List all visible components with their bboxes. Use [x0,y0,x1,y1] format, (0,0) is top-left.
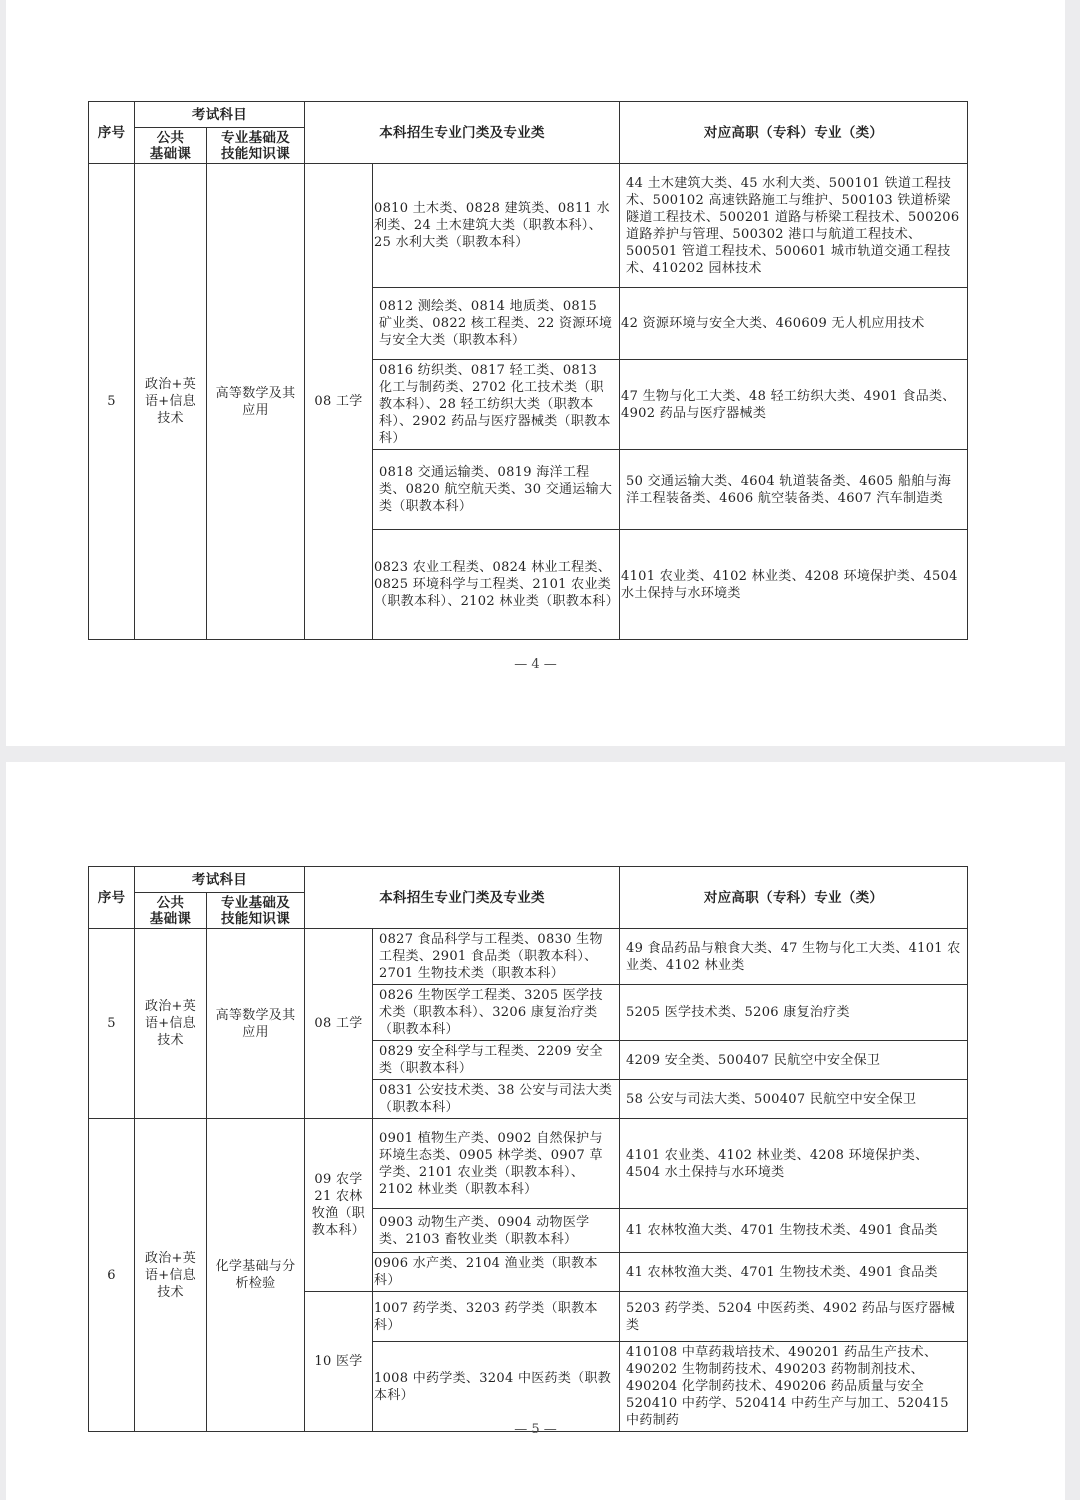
header-exam-subjects: 考试科目 [135,102,305,128]
vocational-cell: 4209 安全类、500407 民航空中安全保卫 [620,1041,968,1080]
vocational-cell: 58 公安与司法大类、500407 民航空中安全保卫 [620,1080,968,1119]
header-public-course: 公共 基础课 [135,128,207,164]
document-page-5 [6,762,1065,1500]
vocational-cell: 44 土木建筑大类、45 水利大类、500101 铁道工程技术、500102 高速铁路施工与维护、500103 铁道桥梁隧道工程技术、500201 道路与桥梁工程技术、500206 道路养护与管理、500302 港口与航道工程技术、500501 管道工程技术、500601 城市轨道交通工程技术、410202 园林技术 [620,164,968,288]
undergrad-cell: 0901 植物生产类、0902 自然保护与环境生态类、0905 林学类、0907 草学类、2101 农业类（职教本科）、2102 林业类（职教本科） [373,1119,620,1209]
vocational-cell: 5203 药学类、5204 中医药类、4902 药品与医疗器械类 [620,1292,968,1342]
undergrad-cell: 0829 安全科学与工程类、2209 安全类（职教本科） [373,1041,620,1080]
category-cell-agri: 09 农学 21 农林牧渔（职教本科） [305,1119,373,1292]
header-seq: 序号 [89,867,135,929]
category-cell: 08 工学 [305,164,373,640]
public-course-cell: 政治+英语+信息技术 [135,164,207,640]
header-professional-course: 专业基础及 技能知识课 [207,893,305,929]
seq-cell: 5 [89,164,135,640]
vocational-cell: 49 食品药品与粮食大类、47 生物与化工大类、4101 农业类、4102 林业类 [620,929,968,985]
undergrad-cell: 0826 生物医学工程类、3205 医学技术类（职教本科）、3206 康复治疗类（职教本科） [373,985,620,1041]
undergrad-cell: 0831 公安技术类、38 公安与司法大类（职教本科） [373,1080,620,1119]
public-course-cell: 政治+英语+信息技术 [135,1119,207,1432]
admission-table-page4 [88,101,968,640]
document-page-4 [6,0,1065,746]
seq-cell: 6 [89,1119,135,1432]
vocational-cell: 4101 农业类、4102 林业类、4208 环境保护类、4504 水土保持与水环境类 [620,1119,968,1209]
undergrad-cell: 0818 交通运输类、0819 海洋工程类、0820 航空航天类、30 交通运输大类（职教本科） [373,450,620,530]
vocational-cell: 5205 医学技术类、5206 康复治疗类 [620,985,968,1041]
page-number: — 5 — [514,1422,557,1437]
undergrad-cell: 0827 食品科学与工程类、0830 生物工程类、2901 食品类（职教本科）、2701 生物技术类（职教本科） [373,929,620,985]
header-undergrad: 本科招生专业门类及专业类 [305,102,620,164]
undergrad-cell: 1007 药学类、3203 药学类（职教本科） [373,1292,620,1342]
page-number: — 4 — [514,657,557,672]
vocational-cell: 42 资源环境与安全大类、460609 无人机应用技术 [620,288,968,360]
header-professional-course: 专业基础及 技能知识课 [207,128,305,164]
undergrad-cell: 0810 土木类、0828 建筑类、0811 水利类、24 土木建筑大类（职教本科）、25 水利大类（职教本科） [373,164,620,288]
category-cell-med: 10 医学 [305,1292,373,1432]
header-undergrad: 本科招生专业门类及专业类 [305,867,620,929]
vocational-cell: 47 生物与化工大类、48 轻工纺织大类、4901 食品类、4902 药品与医疗器械类 [620,360,968,450]
header-vocational: 对应高职（专科）专业（类） [620,102,968,164]
vocational-cell: 410108 中草药栽培技术、490201 药品生产技术、490202 生物制药技术、490203 药物制剂技术、490204 化学制药技术、490206 药品质量与安全 520410 中药学、520414 中药生产与加工、520415 中药制药 [620,1342,968,1432]
undergrad-cell: 0823 农业工程类、0824 林业工程类、0825 环境科学与工程类、2101 农业类（职教本科）、2102 林业类（职教本科） [373,530,620,640]
professional-course-cell: 高等数学及其应用 [207,164,305,640]
header-seq: 序号 [89,102,135,164]
professional-course-cell: 化学基础与分析检验 [207,1119,305,1432]
seq-cell: 5 [89,929,135,1119]
public-course-cell: 政治+英语+信息技术 [135,929,207,1119]
vocational-cell: 4101 农业类、4102 林业类、4208 环境保护类、4504 水土保持与水环境类 [620,530,968,640]
vocational-cell: 50 交通运输大类、4604 轨道装备类、4605 船舶与海洋工程装备类、4606 航空装备类、4607 汽车制造类 [620,450,968,530]
undergrad-cell: 0816 纺织类、0817 轻工类、0813 化工与制药类、2702 化工技术类（职教本科）、28 轻工纺织大类（职教本科）、2902 药品与医疗器械类（职教本科） [373,360,620,450]
undergrad-cell: 0903 动物生产类、0904 动物医学类、2103 畜牧业类（职教本科） [373,1209,620,1253]
admission-table-page5 [88,866,968,1432]
category-cell: 08 工学 [305,929,373,1119]
header-public-course: 公共 基础课 [135,893,207,929]
vocational-cell: 41 农林牧渔大类、4701 生物技术类、4901 食品类 [620,1253,968,1292]
vocational-cell: 41 农林牧渔大类、4701 生物技术类、4901 食品类 [620,1209,968,1253]
undergrad-cell: 0906 水产类、2104 渔业类（职教本科） [373,1253,620,1292]
undergrad-cell: 0812 测绘类、0814 地质类、0815 矿业类、0822 核工程类、22 资源环境与安全大类（职教本科） [373,288,620,360]
undergrad-cell: 1008 中药学类、3204 中医药类（职教本科） [373,1342,620,1432]
professional-course-cell: 高等数学及其应用 [207,929,305,1119]
header-exam-subjects: 考试科目 [135,867,305,893]
header-vocational: 对应高职（专科）专业（类） [620,867,968,929]
